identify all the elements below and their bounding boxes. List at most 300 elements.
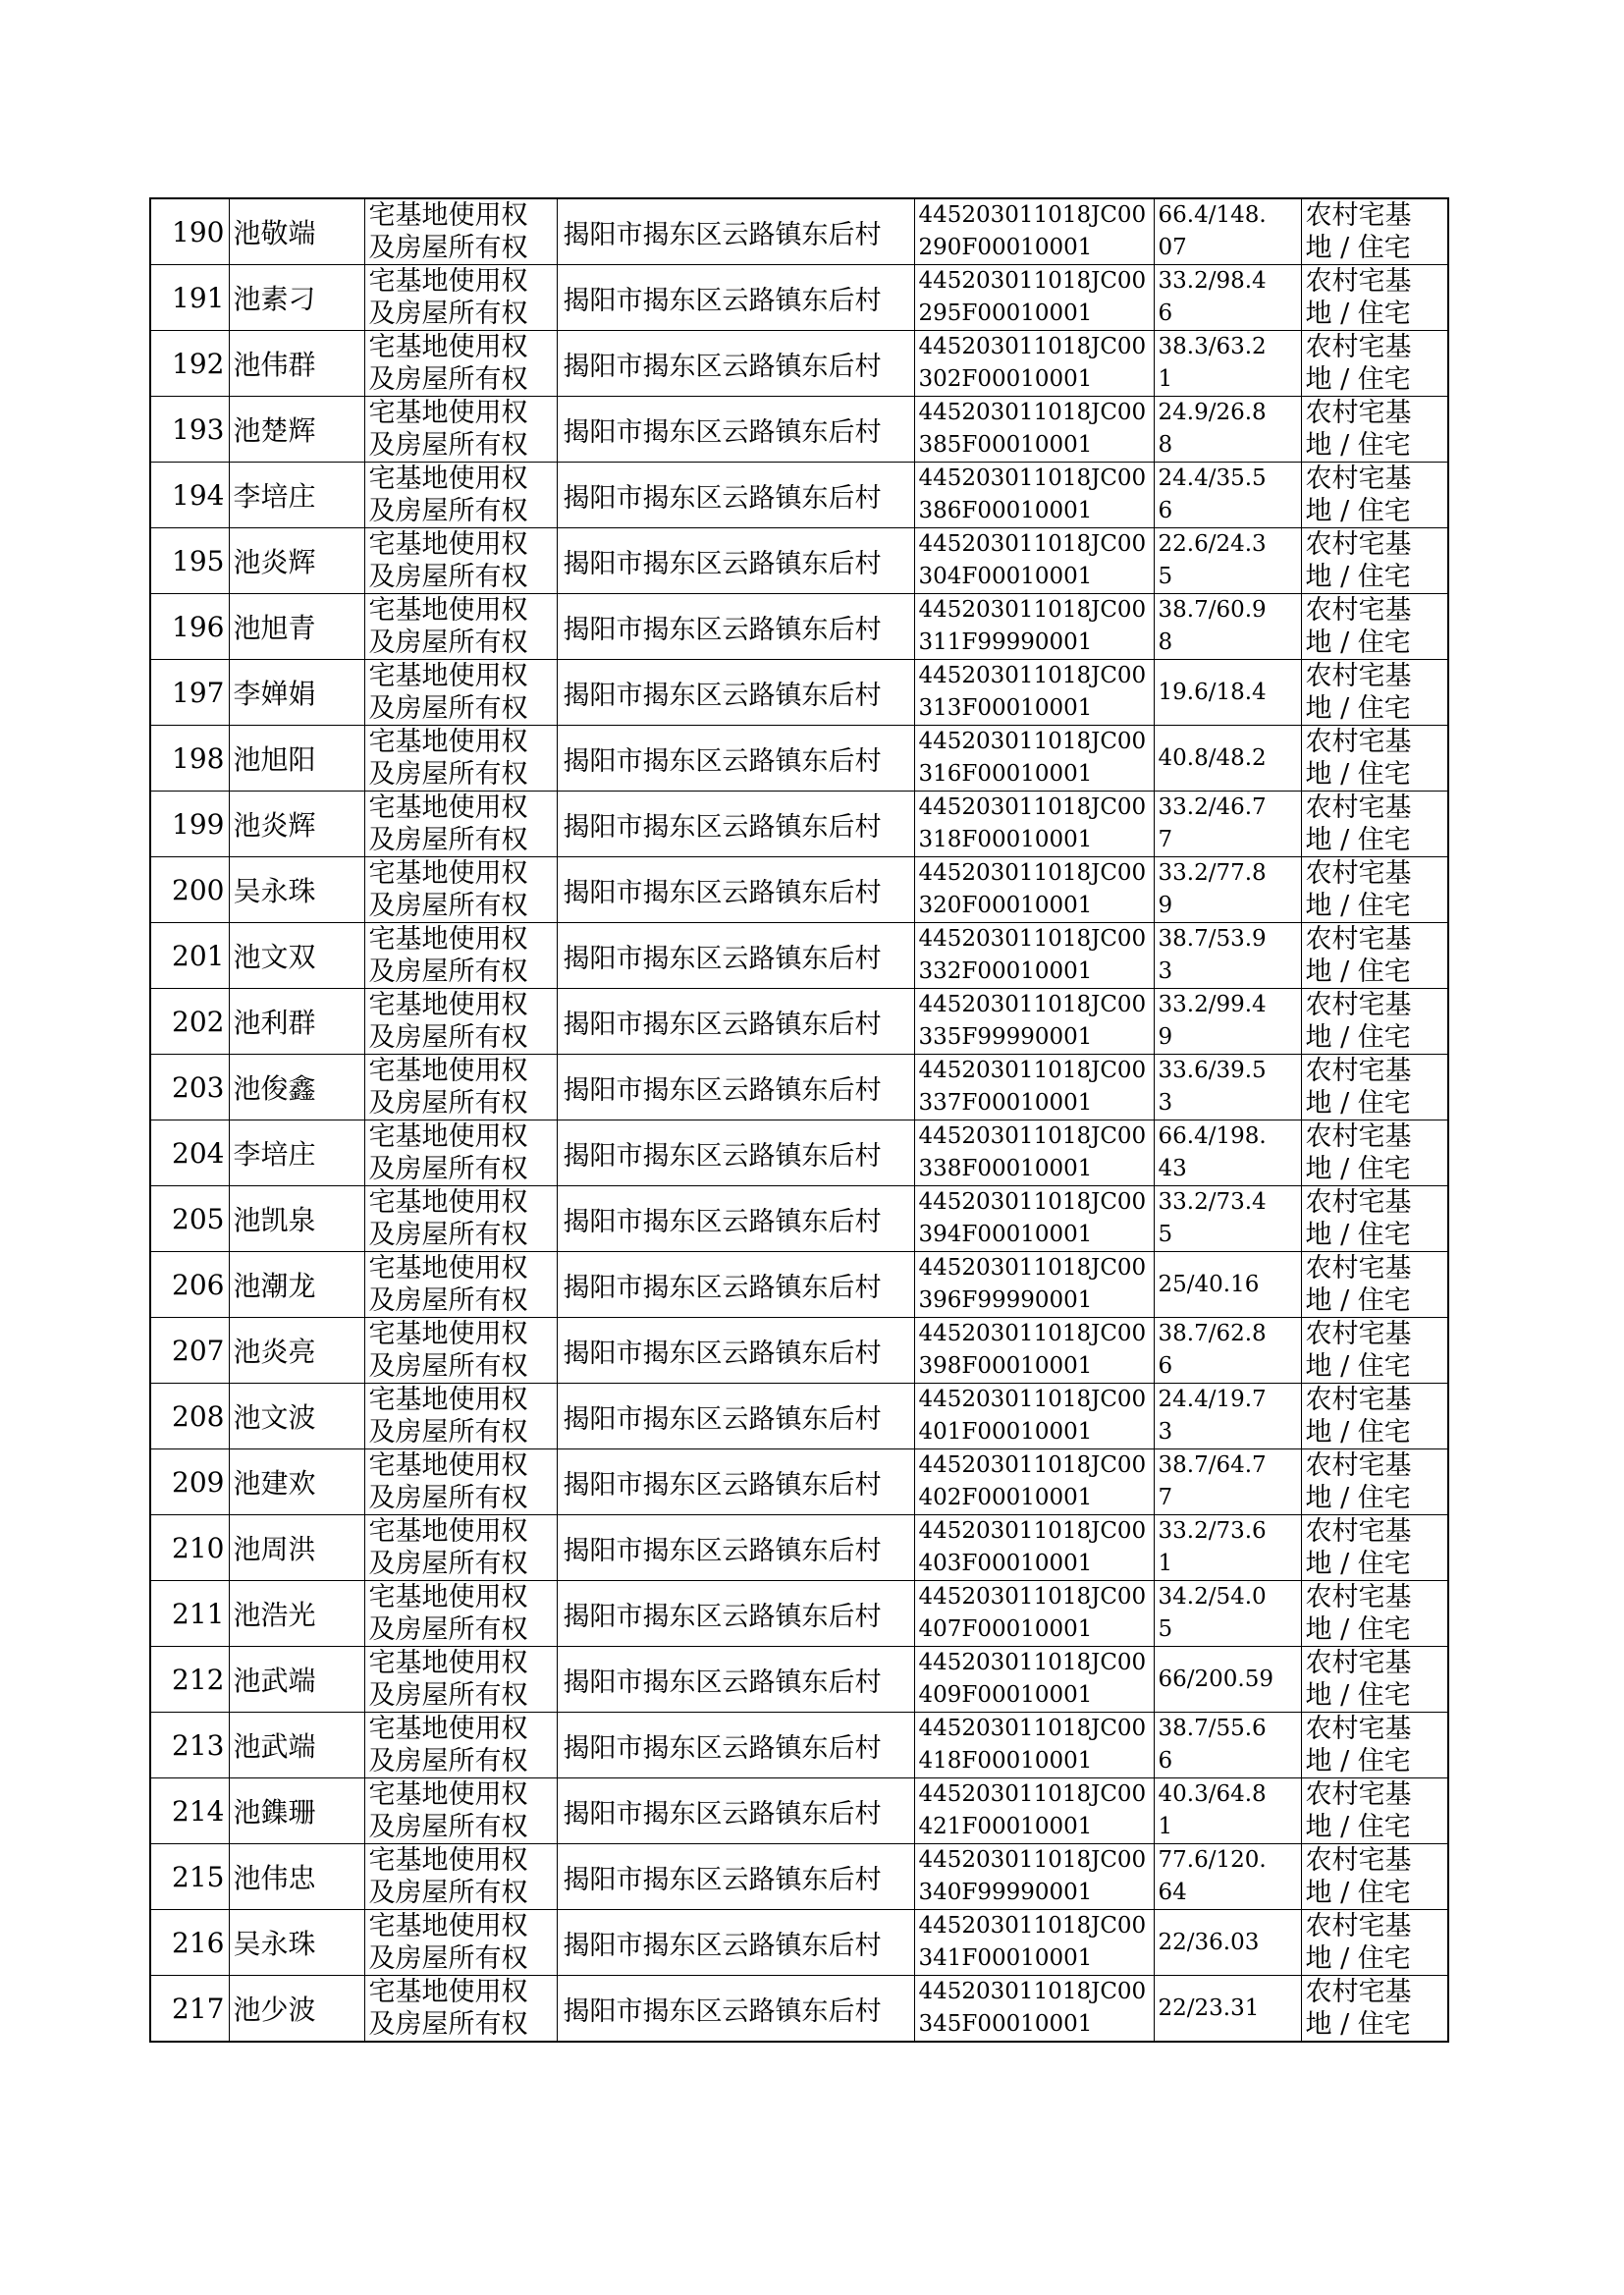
land-use-line: 农村宅基 xyxy=(1305,792,1412,823)
unit-code-cell xyxy=(914,594,1154,660)
land-use-cell xyxy=(1301,989,1448,1055)
land-use-line: 地 / 住宅 xyxy=(1305,364,1411,395)
unit-code-line: 290F00010001 xyxy=(918,235,1093,260)
right-type-line: 宅基地使用权 xyxy=(368,1056,528,1086)
right-type-line: 及房屋所有权 xyxy=(368,891,528,921)
land-use-line: 农村宅基 xyxy=(1305,332,1412,362)
table-row xyxy=(150,1713,1448,1778)
land-use-cell xyxy=(1301,660,1448,726)
unit-code-line: 445203011018JC00 xyxy=(918,992,1147,1017)
area-line: 33.2/73.4 xyxy=(1158,1189,1267,1215)
unit-code-line: 386F00010001 xyxy=(918,498,1093,523)
unit-code-line: 445203011018JC00 xyxy=(918,1321,1147,1346)
unit-code-line: 445203011018JC00 xyxy=(918,531,1147,557)
table-row xyxy=(150,923,1448,989)
right-type-line: 及房屋所有权 xyxy=(368,693,528,724)
right-type-cell xyxy=(364,1120,557,1186)
unit-code-cell xyxy=(914,1318,1154,1384)
right-type-line: 宅基地使用权 xyxy=(368,529,528,560)
unit-code-line: 445203011018JC00 xyxy=(918,268,1147,294)
right-type-line: 宅基地使用权 xyxy=(368,1450,528,1481)
owner-name-cell: 李培庄 xyxy=(229,463,364,528)
owner-name-cell: 池武端 xyxy=(229,1713,364,1778)
area-line: 64 xyxy=(1158,1880,1187,1905)
address-cell: 揭阳市揭东区云路镇东后村 xyxy=(557,198,914,265)
unit-code-line: 295F00010001 xyxy=(918,301,1093,326)
area-line: 3 xyxy=(1158,1419,1173,1445)
land-use-line: 农村宅基 xyxy=(1305,727,1412,757)
land-use-line: 农村宅基 xyxy=(1305,1911,1412,1941)
land-use-cell xyxy=(1301,726,1448,792)
right-type-cell xyxy=(364,198,557,265)
area-line: 38.7/62.8 xyxy=(1158,1321,1267,1346)
unit-code-line: 445203011018JC00 xyxy=(918,1255,1147,1281)
table-row xyxy=(150,265,1448,331)
land-use-cell xyxy=(1301,857,1448,923)
address-cell: 揭阳市揭东区云路镇东后村 xyxy=(557,1120,914,1186)
unit-code-line: 445203011018JC00 xyxy=(918,729,1147,754)
right-type-cell xyxy=(364,1647,557,1713)
address-cell: 揭阳市揭东区云路镇东后村 xyxy=(557,1515,914,1581)
land-use-line: 农村宅基 xyxy=(1305,1714,1412,1744)
land-use-line: 地 / 住宅 xyxy=(1305,562,1411,592)
right-type-line: 宅基地使用权 xyxy=(368,1648,528,1678)
owner-name-cell: 池旭阳 xyxy=(229,726,364,792)
land-use-cell xyxy=(1301,1449,1448,1515)
land-use-line: 地 / 住宅 xyxy=(1305,1220,1411,1250)
area-line: 33.2/99.4 xyxy=(1158,992,1267,1017)
right-type-cell xyxy=(364,792,557,857)
owner-name-cell: 池周洪 xyxy=(229,1515,364,1581)
row-number-cell: 215 xyxy=(150,1844,229,1910)
address-cell: 揭阳市揭东区云路镇东后村 xyxy=(557,1778,914,1844)
right-type-line: 及房屋所有权 xyxy=(368,1285,528,1316)
unit-code-line: 445203011018JC00 xyxy=(918,794,1147,820)
area-cell xyxy=(1154,1713,1301,1778)
owner-name-cell: 吴永珠 xyxy=(229,1910,364,1976)
address-cell: 揭阳市揭东区云路镇东后村 xyxy=(557,1449,914,1515)
land-use-line: 地 / 住宅 xyxy=(1305,1022,1411,1053)
unit-code-line: 445203011018JC00 xyxy=(918,334,1147,359)
right-type-cell xyxy=(364,528,557,594)
area-cell xyxy=(1154,1515,1301,1581)
area-line: 33.6/39.5 xyxy=(1158,1058,1267,1083)
land-use-line: 地 / 住宅 xyxy=(1305,496,1411,526)
land-use-cell xyxy=(1301,1976,1448,2043)
unit-code-line: 445203011018JC00 xyxy=(918,1913,1147,1939)
land-use-cell xyxy=(1301,1186,1448,1252)
area-cell xyxy=(1154,923,1301,989)
unit-code-line: 394F00010001 xyxy=(918,1222,1093,1247)
unit-code-line: 445203011018JC00 xyxy=(918,1189,1147,1215)
table-row xyxy=(150,331,1448,397)
land-use-line: 地 / 住宅 xyxy=(1305,956,1411,987)
right-type-cell xyxy=(364,1055,557,1120)
land-use-cell xyxy=(1301,1910,1448,1976)
right-type-line: 及房屋所有权 xyxy=(368,2009,528,2040)
table-row xyxy=(150,1976,1448,2043)
land-use-cell xyxy=(1301,1844,1448,1910)
right-type-line: 及房屋所有权 xyxy=(368,496,528,526)
area-line: 1 xyxy=(1158,1814,1173,1839)
area-cell xyxy=(1154,1318,1301,1384)
land-use-line: 农村宅基 xyxy=(1305,924,1412,955)
right-type-cell xyxy=(364,1778,557,1844)
owner-name-cell: 池鏶珊 xyxy=(229,1778,364,1844)
right-type-line: 宅基地使用权 xyxy=(368,1319,528,1349)
row-number-cell: 200 xyxy=(150,857,229,923)
right-type-cell xyxy=(364,1186,557,1252)
right-type-line: 及房屋所有权 xyxy=(368,1483,528,1513)
unit-code-line: 311F99990001 xyxy=(918,629,1093,655)
land-use-line: 地 / 住宅 xyxy=(1305,1351,1411,1382)
unit-code-line: 302F00010001 xyxy=(918,366,1093,392)
address-cell: 揭阳市揭东区云路镇东后村 xyxy=(557,726,914,792)
right-type-line: 宅基地使用权 xyxy=(368,1582,528,1612)
right-type-line: 及房屋所有权 xyxy=(368,1088,528,1119)
unit-code-cell xyxy=(914,1055,1154,1120)
area-line: 1 xyxy=(1158,366,1173,392)
unit-code-cell xyxy=(914,989,1154,1055)
area-line: 07 xyxy=(1158,235,1187,260)
area-cell xyxy=(1154,528,1301,594)
area-cell xyxy=(1154,1449,1301,1515)
row-number-cell: 205 xyxy=(150,1186,229,1252)
right-type-line: 及房屋所有权 xyxy=(368,233,528,263)
land-use-cell xyxy=(1301,265,1448,331)
land-use-cell xyxy=(1301,1318,1448,1384)
unit-code-line: 332F00010001 xyxy=(918,958,1093,984)
address-cell: 揭阳市揭东区云路镇东后村 xyxy=(557,397,914,463)
right-type-cell xyxy=(364,1713,557,1778)
right-type-line: 及房屋所有权 xyxy=(368,562,528,592)
land-use-cell xyxy=(1301,1713,1448,1778)
right-type-line: 及房屋所有权 xyxy=(368,1812,528,1842)
unit-code-cell xyxy=(914,265,1154,331)
right-type-line: 及房屋所有权 xyxy=(368,1943,528,1974)
right-type-cell xyxy=(364,331,557,397)
address-cell: 揭阳市揭东区云路镇东后村 xyxy=(557,1252,914,1318)
land-use-line: 地 / 住宅 xyxy=(1305,1812,1411,1842)
right-type-line: 及房屋所有权 xyxy=(368,364,528,395)
land-use-line: 地 / 住宅 xyxy=(1305,1483,1411,1513)
right-type-line: 宅基地使用权 xyxy=(368,266,528,297)
land-use-cell xyxy=(1301,1252,1448,1318)
owner-name-cell: 池建欢 xyxy=(229,1449,364,1515)
area-line: 9 xyxy=(1158,893,1173,918)
unit-code-cell xyxy=(914,857,1154,923)
area-line: 5 xyxy=(1158,1222,1173,1247)
unit-code-line: 313F00010001 xyxy=(918,695,1093,721)
land-use-cell xyxy=(1301,397,1448,463)
unit-code-cell xyxy=(914,1581,1154,1647)
owner-name-cell: 池炎辉 xyxy=(229,792,364,857)
unit-code-cell xyxy=(914,1713,1154,1778)
area-cell xyxy=(1154,594,1301,660)
area-line: 3 xyxy=(1158,958,1173,984)
land-use-line: 地 / 住宅 xyxy=(1305,233,1411,263)
area-line: 1 xyxy=(1158,1551,1173,1576)
land-use-line: 农村宅基 xyxy=(1305,858,1412,889)
area-line: 38.7/64.7 xyxy=(1158,1452,1267,1478)
unit-code-line: 396F99990001 xyxy=(918,1287,1093,1313)
address-cell: 揭阳市揭东区云路镇东后村 xyxy=(557,265,914,331)
address-cell: 揭阳市揭东区云路镇东后村 xyxy=(557,1186,914,1252)
unit-code-line: 445203011018JC00 xyxy=(918,1387,1147,1412)
row-number-cell: 213 xyxy=(150,1713,229,1778)
area-line: 5 xyxy=(1158,564,1173,589)
unit-code-cell xyxy=(914,792,1154,857)
area-line: 6 xyxy=(1158,301,1173,326)
unit-code-line: 445203011018JC00 xyxy=(918,1781,1147,1807)
land-use-line: 地 / 住宅 xyxy=(1305,2009,1411,2040)
right-type-line: 宅基地使用权 xyxy=(368,464,528,494)
land-use-line: 农村宅基 xyxy=(1305,1779,1412,1810)
land-use-line: 地 / 住宅 xyxy=(1305,1417,1411,1448)
land-use-line: 地 / 住宅 xyxy=(1305,759,1411,790)
owner-name-cell: 池炎亮 xyxy=(229,1318,364,1384)
land-use-line: 农村宅基 xyxy=(1305,1582,1412,1612)
unit-code-line: 445203011018JC00 xyxy=(918,1584,1147,1610)
right-type-line: 及房屋所有权 xyxy=(368,299,528,329)
table-body xyxy=(150,198,1448,2042)
right-type-line: 宅基地使用权 xyxy=(368,1253,528,1284)
area-line: 24.4/35.5 xyxy=(1158,465,1267,491)
table-row xyxy=(150,1384,1448,1449)
owner-name-cell: 池俊鑫 xyxy=(229,1055,364,1120)
row-number-cell: 210 xyxy=(150,1515,229,1581)
unit-code-cell xyxy=(914,397,1154,463)
unit-code-cell xyxy=(914,1910,1154,1976)
right-type-line: 及房屋所有权 xyxy=(368,759,528,790)
unit-code-line: 445203011018JC00 xyxy=(918,1058,1147,1083)
area-cell xyxy=(1154,397,1301,463)
unit-code-line: 402F00010001 xyxy=(918,1485,1093,1510)
land-use-line: 农村宅基 xyxy=(1305,1121,1412,1152)
land-use-line: 农村宅基 xyxy=(1305,661,1412,691)
area-cell xyxy=(1154,331,1301,397)
address-cell: 揭阳市揭东区云路镇东后村 xyxy=(557,923,914,989)
area-cell xyxy=(1154,1120,1301,1186)
unit-code-line: 445203011018JC00 xyxy=(918,1716,1147,1741)
land-use-line: 农村宅基 xyxy=(1305,1385,1412,1415)
right-type-line: 宅基地使用权 xyxy=(368,727,528,757)
area-line: 19.6/18.4 xyxy=(1158,679,1267,705)
table-row xyxy=(150,1318,1448,1384)
right-type-line: 宅基地使用权 xyxy=(368,1516,528,1547)
land-use-line: 农村宅基 xyxy=(1305,1319,1412,1349)
unit-code-line: 445203011018JC00 xyxy=(918,1979,1147,2004)
address-cell: 揭阳市揭东区云路镇东后村 xyxy=(557,1910,914,1976)
unit-code-line: 445203011018JC00 xyxy=(918,1452,1147,1478)
land-use-cell xyxy=(1301,1055,1448,1120)
land-use-line: 地 / 住宅 xyxy=(1305,1088,1411,1119)
unit-code-line: 320F00010001 xyxy=(918,893,1093,918)
right-type-line: 宅基地使用权 xyxy=(368,595,528,626)
land-use-line: 农村宅基 xyxy=(1305,398,1412,428)
right-type-cell xyxy=(364,265,557,331)
unit-code-line: 445203011018JC00 xyxy=(918,1123,1147,1149)
right-type-line: 宅基地使用权 xyxy=(368,200,528,231)
area-cell xyxy=(1154,1055,1301,1120)
unit-code-line: 304F00010001 xyxy=(918,564,1093,589)
owner-name-cell: 池潮龙 xyxy=(229,1252,364,1318)
area-cell xyxy=(1154,726,1301,792)
land-use-cell xyxy=(1301,1647,1448,1713)
owner-name-cell: 吴永珠 xyxy=(229,857,364,923)
land-use-line: 地 / 住宅 xyxy=(1305,430,1411,461)
unit-code-line: 345F00010001 xyxy=(918,2011,1093,2037)
table-row xyxy=(150,1778,1448,1844)
area-line: 9 xyxy=(1158,1024,1173,1050)
unit-code-line: 338F00010001 xyxy=(918,1156,1093,1181)
unit-code-cell xyxy=(914,1647,1154,1713)
address-cell: 揭阳市揭东区云路镇东后村 xyxy=(557,660,914,726)
row-number-cell: 192 xyxy=(150,331,229,397)
unit-code-cell xyxy=(914,1844,1154,1910)
table-row xyxy=(150,1055,1448,1120)
right-type-cell xyxy=(364,989,557,1055)
area-line: 33.2/46.7 xyxy=(1158,794,1267,820)
owner-name-cell: 池利群 xyxy=(229,989,364,1055)
unit-code-line: 445203011018JC00 xyxy=(918,400,1147,425)
land-use-cell xyxy=(1301,792,1448,857)
right-type-cell xyxy=(364,463,557,528)
area-cell xyxy=(1154,1778,1301,1844)
unit-code-cell xyxy=(914,1449,1154,1515)
unit-code-line: 421F00010001 xyxy=(918,1814,1093,1839)
land-use-line: 地 / 住宅 xyxy=(1305,1878,1411,1908)
area-cell xyxy=(1154,1976,1301,2043)
right-type-line: 及房屋所有权 xyxy=(368,628,528,658)
right-type-line: 及房屋所有权 xyxy=(368,1351,528,1382)
land-use-line: 地 / 住宅 xyxy=(1305,1680,1411,1711)
right-type-cell xyxy=(364,1252,557,1318)
unit-code-cell xyxy=(914,1515,1154,1581)
owner-name-cell: 池炎辉 xyxy=(229,528,364,594)
table-row xyxy=(150,1581,1448,1647)
area-line: 33.2/73.6 xyxy=(1158,1518,1267,1544)
land-use-line: 地 / 住宅 xyxy=(1305,1614,1411,1645)
table-row xyxy=(150,198,1448,265)
table-row xyxy=(150,857,1448,923)
row-number-cell: 209 xyxy=(150,1449,229,1515)
owner-name-cell: 池旭青 xyxy=(229,594,364,660)
right-type-line: 及房屋所有权 xyxy=(368,1680,528,1711)
address-cell: 揭阳市揭东区云路镇东后村 xyxy=(557,1318,914,1384)
address-cell: 揭阳市揭东区云路镇东后村 xyxy=(557,1844,914,1910)
area-line: 40.3/64.8 xyxy=(1158,1781,1267,1807)
land-use-line: 农村宅基 xyxy=(1305,529,1412,560)
table-row xyxy=(150,1186,1448,1252)
area-line: 33.2/98.4 xyxy=(1158,268,1267,294)
right-type-line: 宅基地使用权 xyxy=(368,990,528,1020)
area-line: 43 xyxy=(1158,1156,1187,1181)
table-row xyxy=(150,528,1448,594)
land-use-line: 农村宅基 xyxy=(1305,464,1412,494)
area-cell xyxy=(1154,1186,1301,1252)
area-line: 6 xyxy=(1158,1353,1173,1379)
area-cell xyxy=(1154,792,1301,857)
area-line: 22.6/24.3 xyxy=(1158,531,1267,557)
land-use-line: 地 / 住宅 xyxy=(1305,628,1411,658)
right-type-line: 宅基地使用权 xyxy=(368,858,528,889)
unit-code-line: 445203011018JC00 xyxy=(918,465,1147,491)
unit-code-cell xyxy=(914,1120,1154,1186)
area-line: 6 xyxy=(1158,1748,1173,1774)
row-number-cell: 201 xyxy=(150,923,229,989)
unit-code-line: 445203011018JC00 xyxy=(918,1650,1147,1675)
area-line: 6 xyxy=(1158,498,1173,523)
address-cell: 揭阳市揭东区云路镇东后村 xyxy=(557,594,914,660)
land-use-line: 地 / 住宅 xyxy=(1305,1549,1411,1579)
right-type-cell xyxy=(364,923,557,989)
address-cell: 揭阳市揭东区云路镇东后村 xyxy=(557,989,914,1055)
land-use-line: 地 / 住宅 xyxy=(1305,1285,1411,1316)
right-type-line: 宅基地使用权 xyxy=(368,1385,528,1415)
owner-name-cell: 池文波 xyxy=(229,1384,364,1449)
unit-code-line: 409F00010001 xyxy=(918,1682,1093,1708)
land-use-cell xyxy=(1301,1778,1448,1844)
area-line: 38.7/55.6 xyxy=(1158,1716,1267,1741)
right-type-cell xyxy=(364,594,557,660)
land-use-cell xyxy=(1301,331,1448,397)
land-use-line: 地 / 住宅 xyxy=(1305,1943,1411,1974)
right-type-line: 宅基地使用权 xyxy=(368,792,528,823)
land-use-cell xyxy=(1301,1384,1448,1449)
area-line: 22/23.31 xyxy=(1158,1994,1260,2021)
right-type-line: 及房屋所有权 xyxy=(368,1154,528,1184)
unit-code-line: 445203011018JC00 xyxy=(918,202,1147,228)
right-type-line: 宅基地使用权 xyxy=(368,1779,528,1810)
area-line: 7 xyxy=(1158,1485,1173,1510)
area-line: 38.7/53.9 xyxy=(1158,926,1267,952)
unit-code-cell xyxy=(914,1252,1154,1318)
address-cell: 揭阳市揭东区云路镇东后村 xyxy=(557,1976,914,2043)
right-type-cell xyxy=(364,1976,557,2043)
area-line: 66.4/148. xyxy=(1158,202,1267,228)
address-cell: 揭阳市揭东区云路镇东后村 xyxy=(557,1384,914,1449)
area-cell xyxy=(1154,198,1301,265)
area-cell xyxy=(1154,1384,1301,1449)
land-use-line: 农村宅基 xyxy=(1305,1977,1412,2007)
area-cell xyxy=(1154,989,1301,1055)
owner-name-cell: 池伟忠 xyxy=(229,1844,364,1910)
right-type-line: 及房屋所有权 xyxy=(368,1220,528,1250)
unit-code-cell xyxy=(914,1186,1154,1252)
address-cell: 揭阳市揭东区云路镇东后村 xyxy=(557,1713,914,1778)
land-use-line: 农村宅基 xyxy=(1305,990,1412,1020)
area-cell xyxy=(1154,660,1301,726)
unit-code-cell xyxy=(914,923,1154,989)
unit-code-cell xyxy=(914,726,1154,792)
land-use-line: 农村宅基 xyxy=(1305,1845,1412,1876)
unit-code-line: 335F99990001 xyxy=(918,1024,1093,1050)
unit-code-cell xyxy=(914,1976,1154,2043)
land-use-cell xyxy=(1301,594,1448,660)
area-cell xyxy=(1154,1581,1301,1647)
owner-name-cell: 池文双 xyxy=(229,923,364,989)
table-row xyxy=(150,1252,1448,1318)
right-type-line: 及房屋所有权 xyxy=(368,825,528,855)
right-type-line: 宅基地使用权 xyxy=(368,1845,528,1876)
owner-name-cell: 李培庄 xyxy=(229,1120,364,1186)
area-line: 7 xyxy=(1158,827,1173,852)
unit-code-line: 445203011018JC00 xyxy=(918,1518,1147,1544)
unit-code-line: 445203011018JC00 xyxy=(918,926,1147,952)
table-row xyxy=(150,1844,1448,1910)
area-line: 24.9/26.8 xyxy=(1158,400,1267,425)
